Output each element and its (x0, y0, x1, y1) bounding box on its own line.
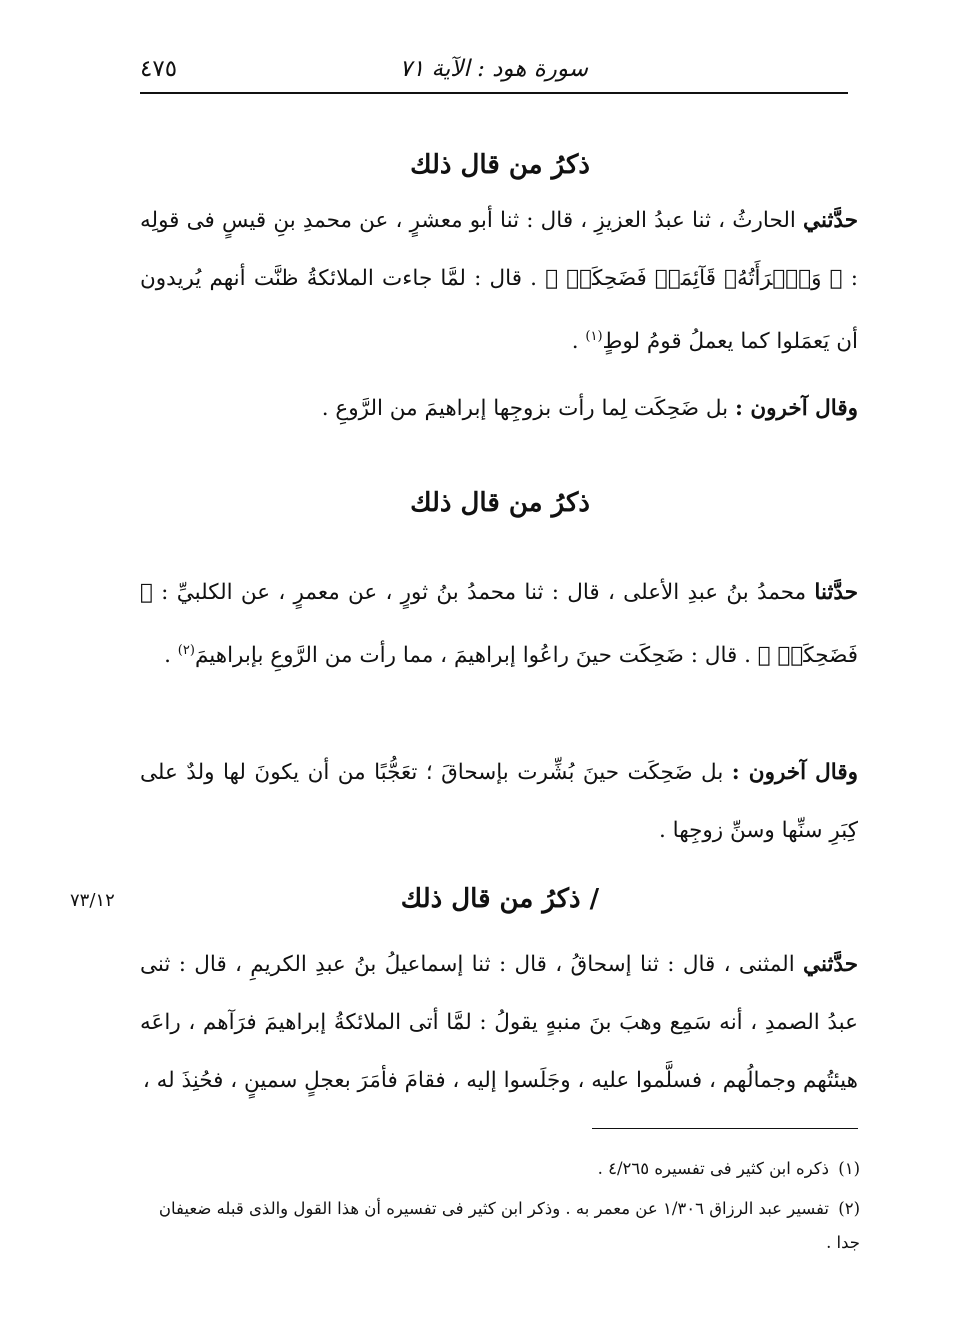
running-title: سورة هود : الآية ٧١ (399, 56, 588, 82)
footnote-reference: (٢) (177, 643, 195, 658)
paragraph (140, 380, 858, 438)
margin-volume-page-note: ٧٣/١٢ (70, 890, 115, 911)
paragraph (140, 192, 858, 371)
paragraph-text: بل ضَحِكَت حينَ بُشِّرت بإسحاقَ ؛ تعَجُّبًا من أن يكونَ لها ولدٌ على كِبَرِ سنِّها وسنِّ زوجِها . (140, 760, 858, 843)
footnote-number: (١) (838, 1159, 860, 1178)
paragraph (140, 564, 858, 685)
paragraph-lead: حدَّثنا (814, 580, 858, 605)
paragraph-text: المثنى ، قال : ثنا إسحاقُ ، قال : ثنا إسماعيلُ بنُ عبدِ الكريمِ ، قال : ثنى عبدُ الصمدِ ، أنه سَمِع وهبَ بنَ منبهٍ يقولُ : لمَّا أتى الملائكةُ إبراهيمَ فرَآهم ، راعَه هيئتُهم وجمالُهم ، فسلَّموا عليه ، وجَلَسوا إليه ، فقامَ فأمَرَ بعجلٍ سمينٍ ، فحُنِذَ له ، (140, 952, 858, 1093)
paragraph-text: . (164, 643, 178, 669)
paragraph-text: الحارثُ ، ثنا عبدُ العزيزِ ، قال : ثنا أبو معشرٍ ، عن محمدِ بنِ قيسٍ فى قولِه : (140, 208, 858, 291)
footnote-number: (٢) (838, 1199, 860, 1218)
running-header (140, 52, 848, 94)
paragraph-lead: حدَّثني (803, 208, 858, 233)
page-number: ٤٧٥ (140, 56, 178, 82)
paragraph-text: بل ضَحِكَت لِما رأت بزوجِها إبراهيمَ من الرَّوعِ . (321, 396, 735, 421)
paragraph-lead: حدَّثني (803, 952, 858, 977)
section-heading: / ذكرُ من قال ذلك (400, 884, 600, 914)
section-heading: ذكرُ من قال ذلك (410, 150, 590, 180)
paragraph-text: . قال : لمَّا جاءت الملائكةُ ظنَّت أنهم يُريدون أن يَعمَلوا كما يعملُ قومُ لوطٍ (140, 266, 858, 355)
paragraph-lead: وقال آخرون : (734, 396, 858, 421)
paragraph (140, 744, 858, 860)
paragraph-text: . قال : ضَحِكَت حينَ راعُوا إبراهيمَ ، مما رأت من الرَّوعِ بإبراهيمَ (194, 643, 758, 669)
footnote-text: تفسير عبد الرزاق ١/٣٠٦ عن معمر به . وذكر ابن كثير فى تفسيره أن هذا القول والذى قبله ضعيفان جدا . (158, 1199, 860, 1252)
paragraph-text: . (571, 329, 586, 355)
footnote-divider (592, 1128, 858, 1129)
quran-quote: ﴿ فَضَحِكَتۡ ﴾ (140, 580, 858, 669)
paragraph-lead: وقال آخرون : (731, 760, 858, 785)
footnote (140, 1152, 860, 1186)
footnote (140, 1192, 860, 1260)
quran-quote: ﴿ وَٱمۡرَأَتُهُۥ قَآئِمَةٞ فَضَحِكَتۡ ﴾ (545, 266, 843, 291)
paragraph (140, 936, 858, 1110)
footnotes (140, 1152, 860, 1260)
footnote-reference: (١) (585, 329, 603, 344)
section-heading: ذكرُ من قال ذلك (410, 488, 590, 518)
footnote-text: ذكره ابن كثير فى تفسيره ٤/٢٦٥ . (597, 1159, 829, 1178)
paragraph-text: محمدُ بنُ عبدِ الأعلى ، قال : ثنا محمدُ بنُ ثورٍ ، عن معمرٍ ، عن الكلبيِّ : (152, 580, 815, 605)
